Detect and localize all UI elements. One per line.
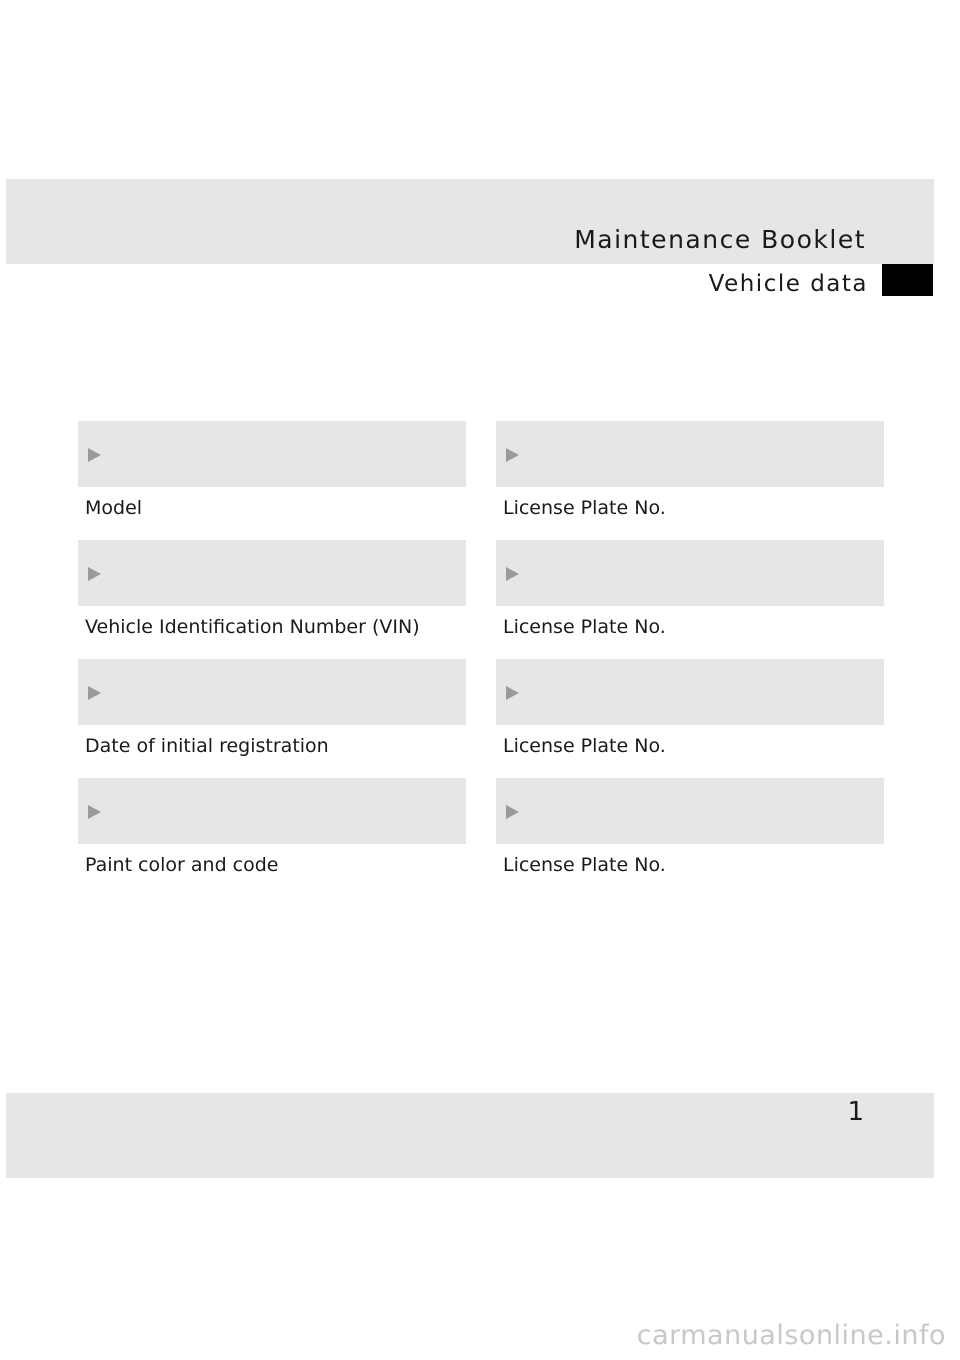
- registration-date-field: [78, 659, 466, 757]
- watermark: carmanualsonline.info: [636, 1320, 946, 1351]
- registration-date-entry-box[interactable]: [78, 659, 466, 725]
- arrow-right-icon: [506, 448, 519, 462]
- vin-field: [78, 540, 466, 638]
- arrow-right-icon: [506, 686, 519, 700]
- page-number: 1: [847, 1097, 864, 1127]
- paint-color-entry-box[interactable]: [78, 778, 466, 844]
- license-plate-label-1: License Plate No.: [503, 497, 666, 519]
- model-label: Model: [85, 497, 143, 519]
- license-plate-label-4: License Plate No.: [503, 854, 666, 876]
- arrow-right-icon: [506, 805, 519, 819]
- vin-label: Vehicle Identification Number (VIN): [85, 616, 420, 638]
- license-plate-entry-box-2[interactable]: [496, 540, 884, 606]
- license-plate-label-3: License Plate No.: [503, 735, 666, 757]
- license-plate-field-2: [496, 540, 884, 638]
- paint-color-label: Paint color and code: [85, 854, 279, 876]
- model-field: [78, 421, 466, 519]
- license-plate-entry-box-1[interactable]: [496, 421, 884, 487]
- license-plate-field-4: [496, 778, 884, 876]
- arrow-right-icon: [506, 567, 519, 581]
- paint-color-field: [78, 778, 466, 876]
- license-plate-field-3: [496, 659, 884, 757]
- license-plate-field-1: [496, 421, 884, 519]
- arrow-right-icon: [88, 567, 101, 581]
- document-title: Maintenance Booklet: [574, 225, 866, 254]
- license-plate-label-2: License Plate No.: [503, 616, 666, 638]
- registration-date-label: Date of initial registration: [85, 735, 329, 757]
- vin-entry-box[interactable]: [78, 540, 466, 606]
- license-plate-entry-box-4[interactable]: [496, 778, 884, 844]
- section-title: Vehicle data: [708, 271, 868, 297]
- section-tab-marker: [882, 264, 933, 296]
- arrow-right-icon: [88, 448, 101, 462]
- model-entry-box[interactable]: [78, 421, 466, 487]
- footer-band: [6, 1093, 934, 1178]
- arrow-right-icon: [88, 805, 101, 819]
- license-plate-entry-box-3[interactable]: [496, 659, 884, 725]
- arrow-right-icon: [88, 686, 101, 700]
